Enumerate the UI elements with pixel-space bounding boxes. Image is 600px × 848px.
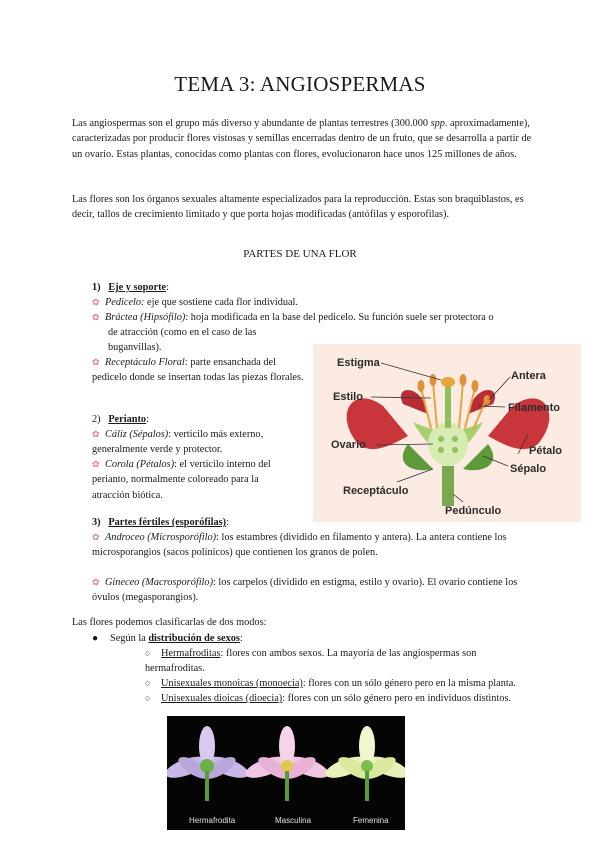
intro-text-a: Las angiospermas son el grupo más diverso y abundante de plantas terrestres (300.000 xyxy=(72,118,431,129)
section-2-heading: 2) Perianto: xyxy=(92,414,149,425)
caption-femenina: Femenina xyxy=(353,816,389,825)
flower-icon: ✿ xyxy=(92,357,100,367)
item-text: : flores con un sólo género pero en la misma planta. xyxy=(302,678,516,689)
classification-item xyxy=(145,646,525,677)
flower-icon: ✿ xyxy=(92,459,100,469)
label-estigma: Estigma xyxy=(337,357,380,369)
bullet-pre: Según la xyxy=(110,633,149,644)
item-text: : los carpelos (dividido en estigma, estilo y ovario). El ovario contiene los óvulos (megasporangios). xyxy=(92,577,518,604)
section-title: Partes fértiles (esporófilas) xyxy=(108,517,227,528)
item-term: Corola (Pétalos) xyxy=(105,459,175,470)
classification-intro: Las flores podemos clasificarlas de dos modos: xyxy=(72,617,267,628)
flower-icon: ✿ xyxy=(92,297,100,307)
flower-icon: ✿ xyxy=(92,312,100,322)
item-term: Unisexuales dioicas (dioecia) xyxy=(161,693,283,704)
item-term: Hermafroditas xyxy=(161,648,221,659)
list-item xyxy=(92,295,532,310)
anther xyxy=(430,374,437,386)
intro-text-b: . aproximadamente), caracterizadas por producir flores vistosas y semillas encerradas dentro de un fruto, que se desarrolla a partir de un ovario. Estas plantas, conocidas como plantas con flores, evolucionaron hace unos 125 millones de años. xyxy=(72,118,532,160)
bullet-bold: distribución de sexos xyxy=(148,633,240,644)
item-term: Gineceo (Macrosporófilo) xyxy=(105,577,213,588)
item-text: : parte ensanchada del pedicelo donde se insertan todas las piezas florales. xyxy=(92,357,304,384)
bullet-post: : xyxy=(239,633,243,644)
item-term: Unisexuales monoicas (monoecia) xyxy=(161,678,303,689)
list-item xyxy=(92,355,304,386)
item-term: Androceo (Microsporófilo) xyxy=(105,532,217,543)
item-text: eje que sostiene cada flor individual. xyxy=(144,297,298,308)
label-filamento: Filamento xyxy=(508,402,560,414)
flower-icon: ✿ xyxy=(92,532,100,542)
anther xyxy=(460,374,467,386)
label-antera: Antera xyxy=(511,370,546,382)
item-text: : los estambres (dividido en filamento y antera). La antera contiene los microsporangios (sacos polínicos) que contienen los granos de polen. xyxy=(92,532,507,559)
flower-diagram xyxy=(313,344,581,522)
stigma xyxy=(441,377,455,387)
section-subtitle: PARTES DE UNA FLOR xyxy=(243,248,357,260)
caption-masculina: Masculina xyxy=(275,816,312,825)
page-title: TEMA 3: ANGIOSPERMAS xyxy=(174,72,426,96)
item-text: : flores con un sólo género pero en individuos distintos. xyxy=(282,693,512,704)
section-1-heading: 1) Eje y soporte: xyxy=(92,282,169,293)
item-term: Pedicelo: xyxy=(105,297,145,308)
list-item xyxy=(92,427,298,458)
circle-bullet-icon: ○ xyxy=(145,648,151,658)
item-text: : flores con ambos sexos. La mayoría de las angiospermas son hermafroditas. xyxy=(145,648,477,675)
bullet-icon: ● xyxy=(92,633,99,644)
section-title: Eje y soporte xyxy=(108,282,167,293)
list-item xyxy=(92,575,528,606)
flower-icon: ✿ xyxy=(92,577,100,587)
classification-item xyxy=(145,691,535,706)
label-ovario: Ovario xyxy=(331,439,366,451)
anther xyxy=(472,380,479,392)
intro-spp: spp xyxy=(430,118,445,129)
caption-hermafrodita: Hermafrodita xyxy=(189,816,236,825)
label-estilo: Estilo xyxy=(333,391,363,403)
intro-paragraph-1 xyxy=(72,116,534,162)
section-number: 2) xyxy=(92,414,101,425)
anther xyxy=(418,380,425,392)
label-pedunculo: Pedúnculo xyxy=(445,505,502,517)
item-term: Receptáculo Floral xyxy=(105,357,185,368)
item-text: : verticilo más externo, generalmente verde y protector. xyxy=(92,429,264,456)
intro-paragraph-2: Las flores son los órganos sexuales altamente especializados para la reproducción. Estas son braquiblastos, es decir, tallos de crecimiento limitado y que porta hojas modificadas (antófilas y esporofilas). xyxy=(72,194,524,221)
section-title: Perianto xyxy=(108,414,147,425)
label-petalo: Pétalo xyxy=(529,445,563,457)
label-receptaculo: Receptáculo xyxy=(343,485,409,497)
flower-icon: ✿ xyxy=(92,429,100,439)
section-number: 3) xyxy=(92,517,101,528)
style xyxy=(445,384,451,428)
ovule xyxy=(438,447,444,453)
ovule xyxy=(452,447,458,453)
label-sepalo: Sépalo xyxy=(510,463,547,475)
list-item xyxy=(92,530,528,561)
classification-bullet xyxy=(92,631,492,646)
list-item-continuation: de atracción (como en el caso de las buganvillas). xyxy=(108,327,257,354)
section-3-heading: 3) Partes fértiles (esporófilas): xyxy=(92,517,229,528)
item-text-line1: : hoja modificada en la base del pedicelo. Su función suele ser protectora o xyxy=(185,312,494,323)
flower-types-svg xyxy=(167,716,405,830)
flower-diagram-svg xyxy=(313,344,581,522)
section-number: 1) xyxy=(92,282,101,293)
pedicel xyxy=(442,466,454,506)
circle-bullet-icon: ○ xyxy=(145,678,151,688)
ovary-chamber xyxy=(428,422,468,466)
classification-item xyxy=(145,676,535,691)
ovule xyxy=(438,436,444,442)
list-item xyxy=(92,310,532,325)
ovule xyxy=(452,436,458,442)
list-item xyxy=(92,457,298,503)
item-term: Cáliz (Sépalos) xyxy=(105,429,169,440)
circle-bullet-icon: ○ xyxy=(145,693,151,703)
item-term: Bráctea (Hipsófilo) xyxy=(105,312,186,323)
item-text: : el verticilo interno del perianto, normalmente coloreado para la atracción biótica. xyxy=(92,459,271,501)
flower-types-photo xyxy=(167,716,405,830)
